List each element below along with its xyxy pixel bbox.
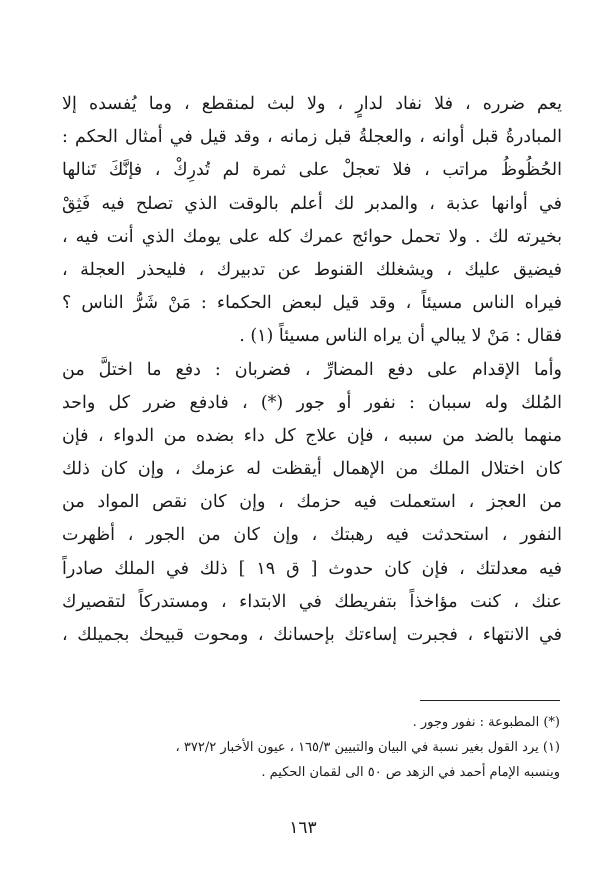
text-line: الحُظُوظُ مراتب ، فلا تعجلْ على ثمرة لم تُدرِكْ ، فإنَّكَ تَنالها xyxy=(62,160,562,181)
text-line: فيه معدلتك ، فإن كان حدوث [ ق ١٩ ] ذلك في الملك صادراً xyxy=(62,558,562,579)
text-line: في أوانها عذبة ، والمدبر لك أعلم بالوقت الذي تصلح فيه فَثِقْ xyxy=(62,193,562,214)
page-number: ١٦٣ xyxy=(289,818,317,838)
text-line: من العجز ، استعملت فيه حزمك ، وإن كان نقص المواد من xyxy=(62,492,562,513)
main-text xyxy=(62,88,562,652)
text-line: يعم ضرره ، فلا نفاد لدارٍ ، ولا لبث لمنقطع ، وما يُفسده إلا xyxy=(62,94,562,114)
text-line: فقال : مَنْ لا يبالي أن يراه الناس مسيئاً (١) . xyxy=(239,326,562,347)
footnote-line: وينسبه الإمام أحمد في الزهد ص ٥٠ الى لقمان الحكيم . xyxy=(261,765,560,780)
text-line: وأما الإقدام على دفع المضارِّ ، فضربان : دفع ما اختلَّ من xyxy=(62,359,562,380)
text-line: بخيرته لك . ولا تحمل حوائج عمرك كله على يومك الذي أنت فيه ، xyxy=(62,226,562,247)
text-line: فيراه الناس مسيئاً ، وقد قيل لبعض الحكماء : مَنْ شَرُّ الناس ؟ xyxy=(62,293,562,314)
text-line: عنك ، كنت مؤاخذاً بتفريطك في الابتداء ، ومستدركاً لتقصيرك xyxy=(62,591,562,612)
text-line: المبادرةُ قبل أوانه ، والعجلةُ قبل زمانه ، وقد قيل في أمثال الحكم : xyxy=(62,127,562,148)
text-line: النفور ، استحدثت فيه رهبتك ، وإن كان من الجور ، أظهرت xyxy=(62,525,562,546)
text-line: المُلك وله سببان : نفور أو جور (*) ، فادفع ضرر كل واحد xyxy=(62,392,562,413)
footnote-divider xyxy=(420,700,560,701)
text-line: في الانتهاء ، فجبرت إساءتك بإحسانك ، ومحوت قبيحك بجميلك ، xyxy=(62,625,562,645)
footnotes xyxy=(30,710,560,785)
footnote-line: (*) المطبوعة : نفور وجور . xyxy=(412,715,560,730)
text-line: فيضيق عليك ، ويشغلك القنوط عن تدبيرك ، فليحذر العجلة ، xyxy=(62,259,562,280)
text-line: كان اختلال الملك من الإهمال أيقظت له عزمك ، وإن كان ذلك xyxy=(62,459,562,480)
footnote-line: (١) يرد القول بغير نسبة في البيان والتبيين ١٦٥/٣ ، عيون الأخبار ٣٧٢/٢ ، xyxy=(175,740,560,755)
text-line: منهما بالضد من سببه ، فإن علاج كل داء بضده من الدواء ، فإن xyxy=(62,425,562,446)
